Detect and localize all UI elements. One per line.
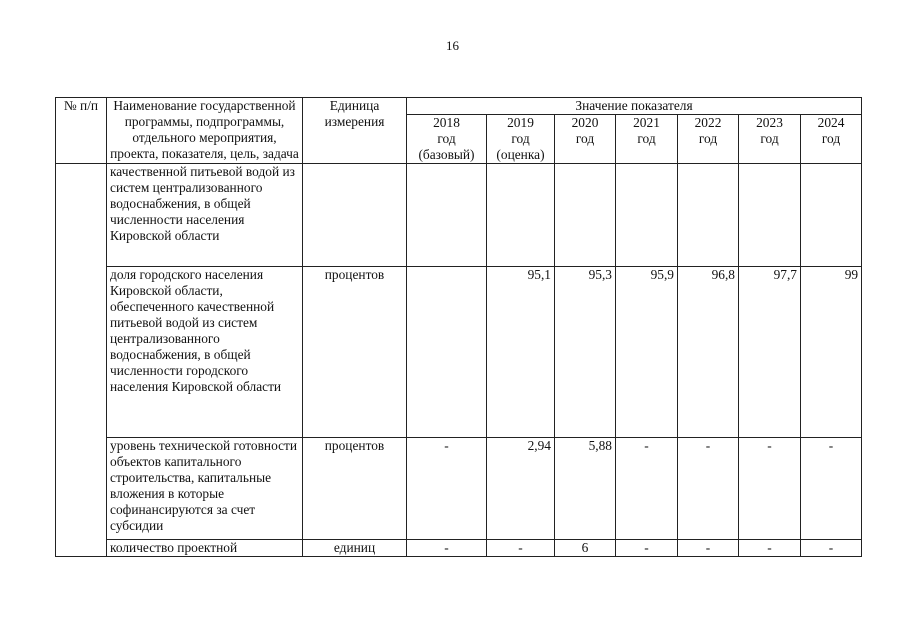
header-year-2018 bbox=[407, 115, 487, 164]
year-note: (оценка) bbox=[496, 147, 545, 162]
value-2021: 95,9 bbox=[616, 267, 678, 438]
value-2024: - bbox=[801, 438, 862, 540]
indicator-name: количество проектной bbox=[107, 540, 303, 557]
indicator-name: доля городского населения Кировской области, обеспеченного качественной питьевой водой из систем централизованного водоснабжения, в общей численности городского населения Кировской области bbox=[107, 267, 303, 438]
value-2022 bbox=[678, 164, 739, 267]
value-2023 bbox=[739, 164, 801, 267]
indicator-name: уровень технической готовности объектов капитального строительства, капитальные вложения в которые софинансируются за счет субсидии bbox=[107, 438, 303, 540]
value-2020: 5,88 bbox=[555, 438, 616, 540]
year-label: 2022 bbox=[694, 115, 722, 130]
value-2024 bbox=[801, 164, 862, 267]
header-year-2020 bbox=[555, 115, 616, 164]
indicator-unit: процентов bbox=[303, 438, 407, 540]
value-2018: - bbox=[407, 540, 487, 557]
table-row bbox=[56, 267, 862, 438]
value-2019: 95,1 bbox=[487, 267, 555, 438]
value-2023: - bbox=[739, 540, 801, 557]
header-year-2021 bbox=[616, 115, 678, 164]
value-2023: 97,7 bbox=[739, 267, 801, 438]
value-2022: - bbox=[678, 540, 739, 557]
year-note: (базовый) bbox=[418, 147, 475, 162]
value-2021: - bbox=[616, 540, 678, 557]
header-name: Наименование государственной программы, подпрограммы, отдельного мероприятия, проекта, показателя, цель, задача bbox=[107, 98, 303, 164]
value-2022: 96,8 bbox=[678, 267, 739, 438]
indicator-unit bbox=[303, 164, 407, 267]
year-label: 2021 bbox=[633, 115, 660, 130]
header-num: № п/п bbox=[56, 98, 107, 164]
value-2024: 99 bbox=[801, 267, 862, 438]
header-year-2019 bbox=[487, 115, 555, 164]
value-2022: - bbox=[678, 438, 739, 540]
indicator-unit: единиц bbox=[303, 540, 407, 557]
table-row bbox=[56, 540, 862, 557]
value-2020: 95,3 bbox=[555, 267, 616, 438]
value-2020: 6 bbox=[555, 540, 616, 557]
year-label: 2024 bbox=[817, 115, 845, 130]
value-2018: - bbox=[407, 438, 487, 540]
header-value-group: Значение показателя bbox=[407, 98, 862, 115]
indicator-name: качественной питьевой водой из систем централизованного водоснабжения, в общей численности населения Кировской области bbox=[107, 164, 303, 267]
header-unit: Единица измерения bbox=[303, 98, 407, 164]
year-label: 2019 bbox=[507, 115, 534, 130]
header-year-2024 bbox=[801, 115, 862, 164]
year-sub: год bbox=[575, 131, 595, 146]
indicators-table bbox=[55, 97, 862, 557]
year-sub: год bbox=[760, 131, 779, 146]
value-2018 bbox=[407, 164, 487, 267]
value-2019 bbox=[487, 164, 555, 267]
row-number-cell bbox=[56, 164, 107, 557]
year-label: 2018 bbox=[433, 115, 460, 130]
year-label: 2023 bbox=[756, 115, 783, 130]
header-year-2023 bbox=[739, 115, 801, 164]
value-2021: - bbox=[616, 438, 678, 540]
header-year-2022 bbox=[678, 115, 739, 164]
value-2020 bbox=[555, 164, 616, 267]
value-2021 bbox=[616, 164, 678, 267]
year-sub: год bbox=[511, 131, 530, 146]
value-2023: - bbox=[739, 438, 801, 540]
year-sub: год bbox=[637, 131, 656, 146]
value-2018 bbox=[407, 267, 487, 438]
year-label: 2020 bbox=[571, 115, 599, 130]
year-sub: год bbox=[698, 131, 718, 146]
value-2019: 2,94 bbox=[487, 438, 555, 540]
page-number: 16 bbox=[446, 38, 459, 53]
indicator-unit: процентов bbox=[303, 267, 407, 438]
table-row bbox=[56, 164, 862, 267]
value-2024: - bbox=[801, 540, 862, 557]
value-2019: - bbox=[487, 540, 555, 557]
table-row bbox=[56, 438, 862, 540]
year-sub: год bbox=[437, 131, 456, 146]
year-sub: год bbox=[821, 131, 841, 146]
